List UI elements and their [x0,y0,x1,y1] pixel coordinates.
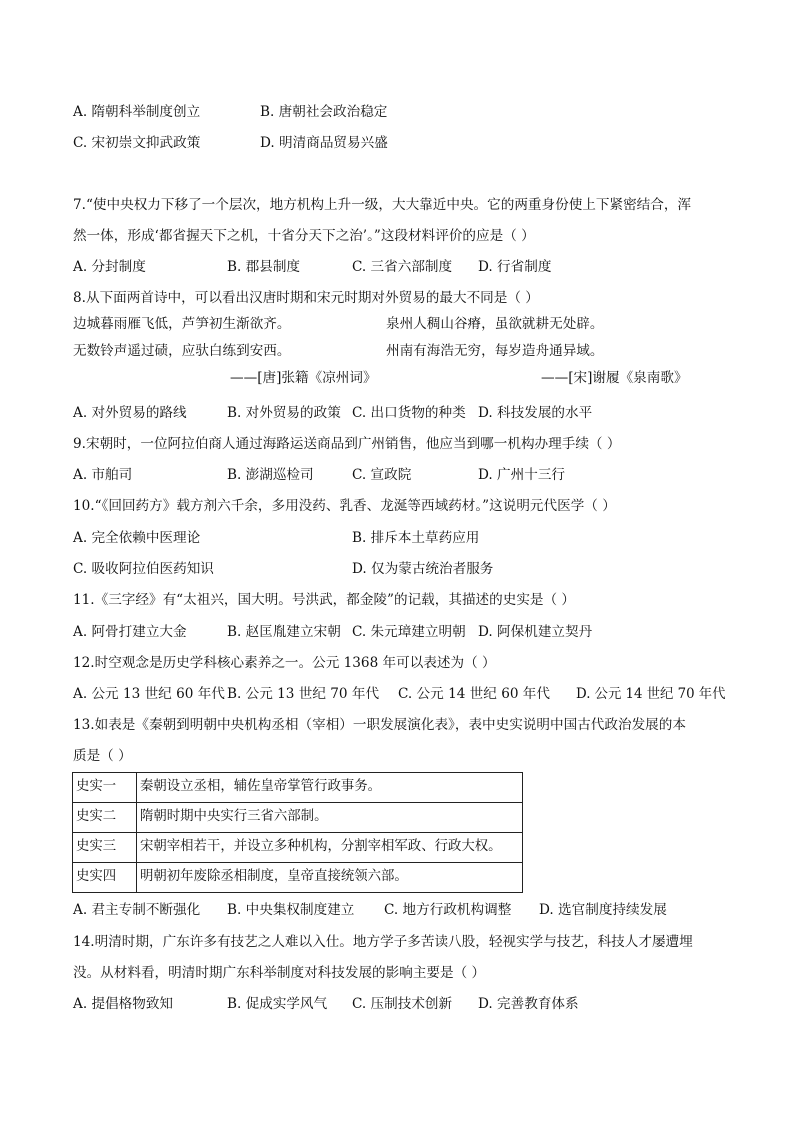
q6-option-c: C. 宋初崇文抑武政策 [73,135,201,151]
table-cell-text: 隋朝时期中央实行三省六部制。 [137,803,523,833]
q11-option-c: C. 朱元璋建立明朝 [352,624,466,640]
q7-option-d: D. 行省制度 [478,259,552,275]
q12-option-a: A. 公元 13 世纪 60 年代 [73,686,225,702]
table-row [73,773,523,803]
q12-option-c: C. 公元 14 世纪 60 年代 [398,686,550,702]
q12-stem: 12.时空观念是历史学科核心素养之一。公元 1368 年可以表述为（ ） [73,655,496,671]
q7-stem-line1: 7.“使中央权力下移了一个层次，地方机构上升一级，大大靠近中央。它的两重身份使上下紧密结合，浑 [73,197,692,213]
table-cell-label: 史实三 [73,833,137,863]
q13-history-table [72,772,523,893]
q8-poem-right-line1: 泉州人稠山谷瘠，虽欲就耕无处辟。 [386,316,604,332]
q8-poem-right-line2: 州南有海浩无穷，每岁造舟通异域。 [386,343,604,359]
q7-stem-line2: 然一体，形成‘都省握天下之机，十省分天下之治’。”这段材料评价的应是（ ） [73,228,535,244]
q6-option-b: B. 唐朝社会政治稳定 [260,104,388,120]
table-cell-text: 明朝初年废除丞相制度，皇帝直接统领六部。 [137,863,523,893]
q8-attribution-right: ——[宋]谢履《泉南歌》 [541,370,688,386]
q7-option-b: B. 郡县制度 [227,259,301,275]
q10-option-b: B. 排斥本土草药应用 [352,530,480,546]
q10-option-c: C. 吸收阿拉伯医药知识 [73,561,214,577]
table-cell-text: 秦朝设立丞相，辅佐皇帝掌管行政事务。 [137,773,523,803]
q13-option-c: C. 地方行政机构调整 [384,902,512,918]
q9-stem: 9.宋朝时，一位阿拉伯商人通过海路运送商品到广州销售，他应当到哪一机构办理手续（ ） [73,436,621,452]
q13-option-d: D. 选官制度持续发展 [539,902,667,918]
q6-option-d: D. 明清商品贸易兴盛 [260,135,388,151]
q13-option-a: A. 君主专制不断强化 [73,902,201,918]
q12-option-b: B. 公元 13 世纪 70 年代 [227,686,380,702]
q10-option-a: A. 完全依赖中医理论 [73,530,201,546]
q14-option-c: C. 压制技术创新 [352,996,453,1012]
q8-attribution-left: ——[唐]张籍《凉州词》 [230,370,377,386]
q8-option-a: A. 对外贸易的路线 [73,405,187,421]
q11-option-d: D. 阿保机建立契丹 [478,624,593,640]
table-cell-label: 史实一 [73,773,137,803]
q13-option-b: B. 中央集权制度建立 [227,902,355,918]
q8-option-b: B. 对外贸易的政策 [227,405,341,421]
q10-option-d: D. 仅为蒙古统治者服务 [352,561,494,577]
q14-option-d: D. 完善教育体系 [478,996,579,1012]
q9-option-d: D. 广州十三行 [478,467,566,483]
table-cell-label: 史实四 [73,863,137,893]
q11-option-a: A. 阿骨打建立大金 [73,624,187,640]
q8-poem-left-line1: 边城暮雨雁飞低，芦笋初生渐欲齐。 [73,316,291,332]
q11-stem: 11.《三字经》有“太祖兴，国大明。号洪武，都金陵”的记载，其描述的史实是（ ） [73,592,576,608]
q9-option-a: A. 市舶司 [73,467,133,483]
q12-option-d: D. 公元 14 世纪 70 年代 [576,686,726,702]
table-cell-label: 史实二 [73,803,137,833]
q14-stem-line2: 没。从材料看，明清时期广东科举制度对科技发展的影响主要是（ ） [73,965,486,981]
table-row [73,863,523,893]
q13-stem-line1: 13.如表是《秦朝到明朝中央机构丞相（宰相）一职发展演化表》，表中史实说明中国古代政治发展的本 [73,717,686,733]
table-row [73,803,523,833]
q14-option-b: B. 促成实学风气 [227,996,328,1012]
q8-stem: 8.从下面两首诗中，可以看出汉唐时期和宋元时期对外贸易的最大不同是（ ） [73,290,539,306]
q11-option-b: B. 赵匡胤建立宋朝 [227,624,341,640]
q9-option-c: C. 宣政院 [352,467,412,483]
table-row [73,833,523,863]
q6-option-a: A. 隋朝科举制度创立 [73,104,201,120]
q13-stem-line2: 质是（ ） [73,748,132,764]
q8-option-d: D. 科技发展的水平 [478,405,593,421]
q10-stem: 10.“《回回药方》载方剂六千余，多用没药、乳香、龙涎等西域药材。”这说明元代医学（ ） [73,498,616,514]
q8-poem-left-line2: 无数铃声遥过碛，应驮白练到安西。 [73,343,291,359]
table-cell-text: 宋朝宰相若干，并设立多种机构，分割宰相军政、行政大权。 [137,833,523,863]
q7-option-a: A. 分封制度 [73,259,146,275]
q9-option-b: B. 澎湖巡检司 [227,467,314,483]
q14-stem-line1: 14.明清时期，广东许多有技艺之人难以入仕。地方学子多苦读八股，轻视实学与技艺，科技人才屡遭埋 [73,934,693,950]
q7-option-c: C. 三省六部制度 [352,259,453,275]
q14-option-a: A. 提倡格物致知 [73,996,174,1012]
q8-option-c: C. 出口货物的种类 [352,405,466,421]
